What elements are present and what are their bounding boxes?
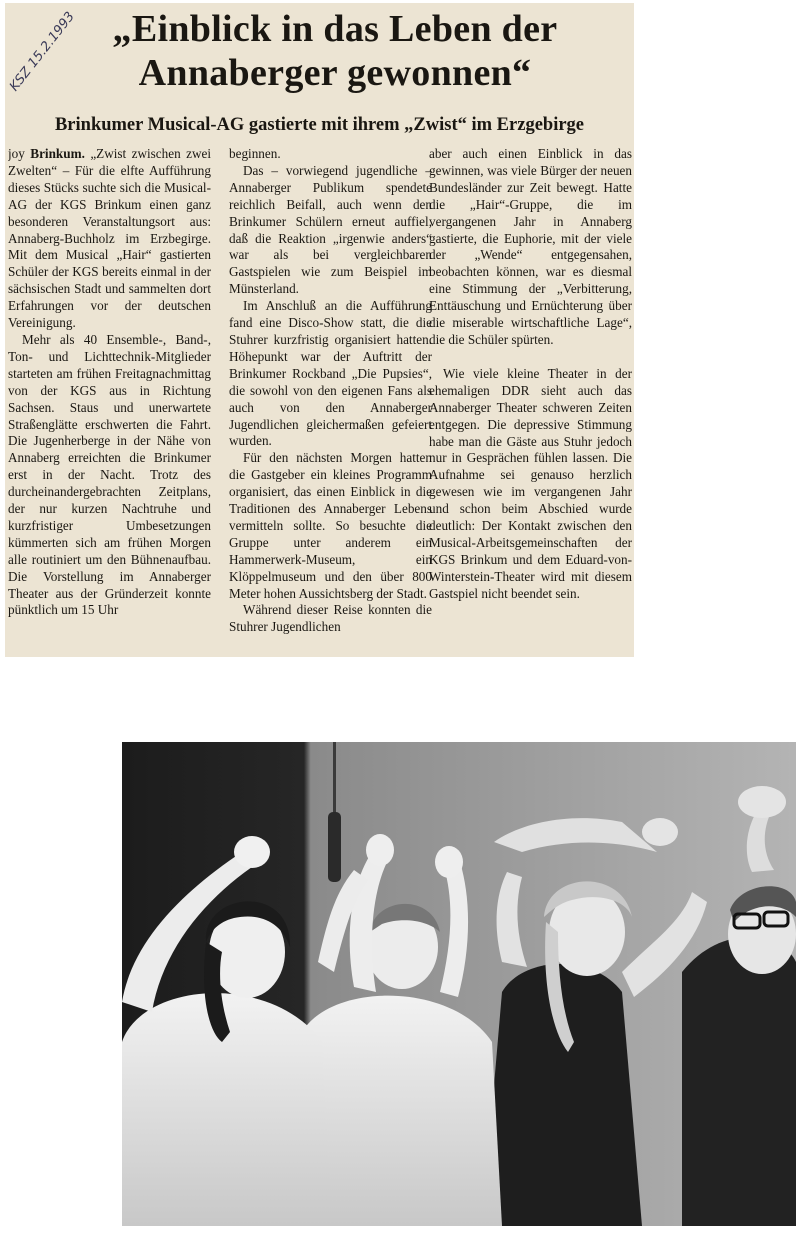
stage-photo xyxy=(122,742,796,1226)
article-paragraph: Für den nächsten Morgen hatten die Gastgeber ein kleines Programm organisiert, das einen Einblick in die Traditionen des Annaberger Lebens vermitteln sollte. So besuchte die Gruppe unter anderem ein Hammerwerk-Museum, ein Klöppelmuseum und den über 800 Meter hohen Aussichtsberg der Stadt. xyxy=(229,450,432,601)
paragraph-gap xyxy=(429,349,632,366)
article-paragraph: Während dieser Reise konnten die Stuhrer Jugendlichen xyxy=(229,602,432,635)
headline xyxy=(35,7,634,95)
article-body xyxy=(8,146,632,656)
article-paragraph: beginnen. xyxy=(229,146,281,161)
byline: joy xyxy=(8,146,25,161)
stage-photo-drawing xyxy=(122,742,796,1226)
article-paragraph: aber auch einen Einblick in das gewinnen, was viele Bürger der neuen Bundesländer zur Zeit bewegt. Hatte die „Hair“-Gruppe, die im vergangenen Jahr in Annaberg gastierte, die Euphorie, mit der viele der „Wende“ entgegensahen, beobachten können, war es diesmal eine Stimmung der „Verbitterung, Enttäuschung und Ernüchterung über die miserable wirtschaftliche Lage“, die die Schüler spürten. xyxy=(429,146,632,347)
article-column-3 xyxy=(429,146,632,656)
newspaper-clipping xyxy=(5,3,634,657)
handwritten-note: KSZ 15.2.1993 xyxy=(7,9,78,95)
dateline: Brinkum. xyxy=(30,146,85,161)
article-paragraph: Das – vorwiegend jugendliche – Annaberger Publikum spendete reichlich Beifall, auch wenn den Brinkumer Schülern erneut auffiel, daß die Reaktion „irgenwie anders“ war als bei vergleichbaren Gastspielen wie zum Beispiel im Münsterland. xyxy=(229,162,432,297)
article-paragraph: Im Anschluß an die Aufführung fand eine Disco-Show statt, die die Stuhrer kurzfristig organisiert hatten. Höhepunkt war der Auftritt der Brinkumer Rockband „Die Pupsies“, die sowohl von den eigenen Fans als auch von den Annaberger Jugendlichen gleichermaßen gefeiert wurden. xyxy=(229,298,432,449)
headline-line-2: Annaberger gewonnen“ xyxy=(138,52,532,94)
article-paragraph xyxy=(8,146,211,332)
article-column-1 xyxy=(8,146,211,656)
headline-line-1: „Einblick in das Leben der xyxy=(112,8,558,50)
article-column-2 xyxy=(229,146,432,656)
article-paragraph: Mehr als 40 Ensemble-, Band-, Ton- und Lichttechnik-Mitglieder starteten am frühen Freitagnachmittag von der KGS aus in Richtung Sachsen. Staus und unerwartete Straßenglätte erschwerten die Fahrt. Die Jugenherberge in der Nähe von Annaberg erreichten die Brinkumer erst in der Nacht. Trotz des durcheinandergebrachten Zeitplans, der nur kurzen Nachtruhe und kurzfristiger Umbesetzungen kümmerten sich am frühen Morgen alle routiniert um den Bühnenaufbau. Die Vorstellung im Annaberger Theater aus der Gründerzeit konnte pünktlich um 15 Uhr xyxy=(8,331,211,618)
subheadline: Brinkumer Musical-AG gastierte mit ihrem „Zwist“ im Erzgebirge xyxy=(54,115,585,135)
article-paragraph: Wie viele kleine Theater in der ehemaligen DDR sieht auch das Annaberger Theater schweren Zeiten entgegen. Die depressive Stimmung habe man die Gäste aus Stuhr jedoch nur in Gesprächen fühlen lassen. Die Aufnahme sei genauso herzlich gewesen wie im vergangenen Jahr und schon beim Abschied wurde deutlich: Der Kontakt zwischen den Musical-Arbeitsgemeinschaften der KGS Brinkum und dem Eduard-von-Winterstein-Theater wird mit diesem Gastspiel nicht beendet sein. xyxy=(429,365,632,601)
paragraph-text: „Zwist zwischen zwei Zwelten“ – Für die elfte Aufführung dieses Stücks suchte sich die Musical-AG der KGS Brinkum einen ganz besonderen Veranstaltungsort aus: Annaberg-Buchholz im Erzbegirge. Mit dem Musical „Hair“ gastierten Schüler der KGS bereits einmal in der sächsischen Stadt und sammelten dort Erfahrungen vor der deutschen Vereinigung. xyxy=(8,146,211,331)
